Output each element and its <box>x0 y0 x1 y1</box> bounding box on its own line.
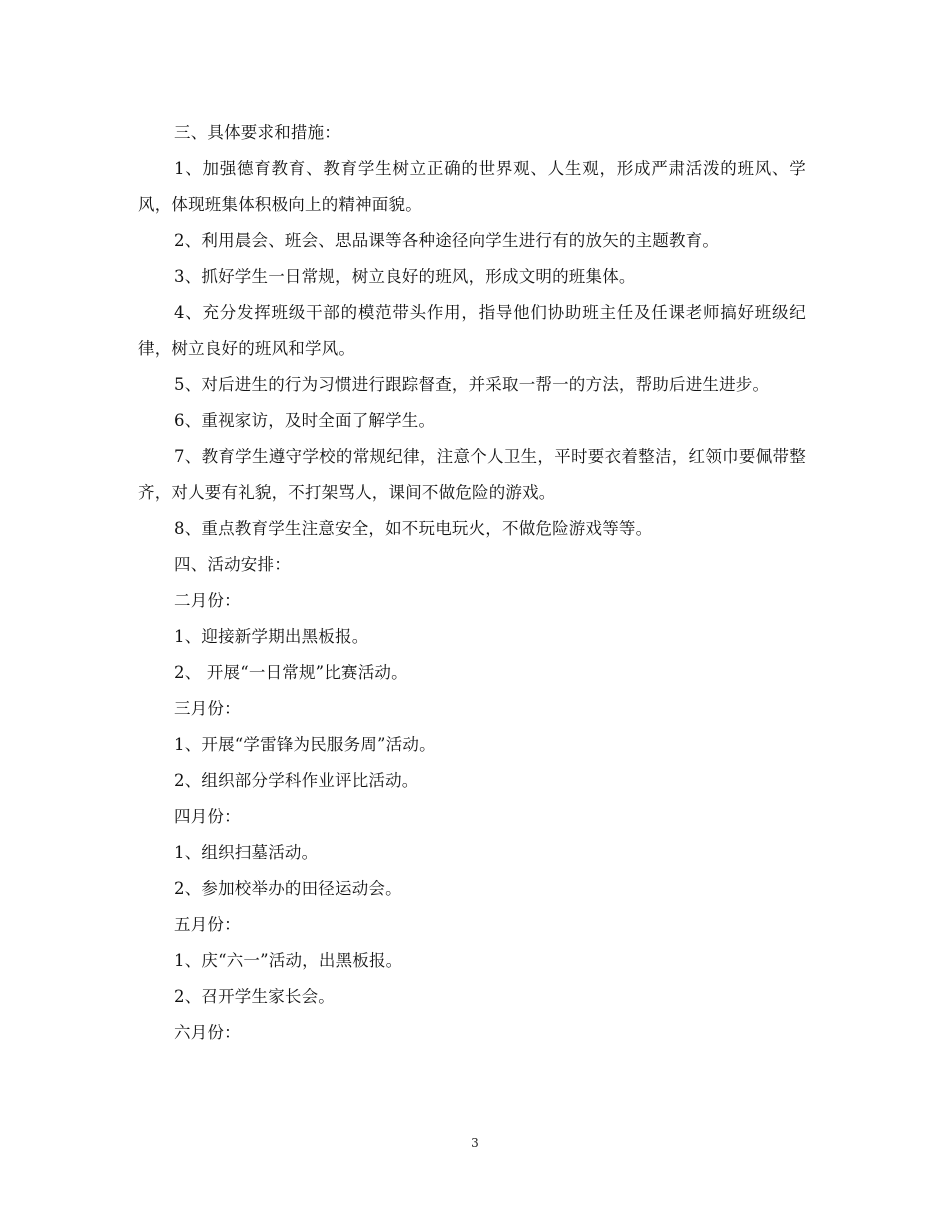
list-item: 1、庆“六一”活动，出黑板报。 <box>174 951 403 970</box>
month-heading: 六月份： <box>174 1023 241 1042</box>
list-item: 3、抓好学生一日常规，树立良好的班风，形成文明的班集体。 <box>174 267 636 286</box>
list-item: 2、召开学生家长会。 <box>174 987 335 1006</box>
month-heading: 三月份： <box>174 699 241 718</box>
month-heading: 四月份： <box>174 807 241 826</box>
list-item: 8、重点教育学生注意安全，如不玩电玩火，不做危险游戏等等。 <box>174 519 653 538</box>
list-item: 7、教育学生遵守学校的常规纪律，注意个人卫生，平时要衣着整洁，红领巾要佩带整齐，对人要有礼貌，不打架骂人，课间不做危险的游戏。 <box>138 447 806 502</box>
list-item: 2、组织部分学科作业评比活动。 <box>174 771 419 790</box>
page-number: 3 <box>471 1136 479 1150</box>
list-item: 1、迎接新学期出黑板报。 <box>174 627 369 646</box>
list-item: 6、重视家访，及时全面了解学生。 <box>174 411 436 430</box>
list-item: 2、 开展“一日常规”比赛活动。 <box>174 663 408 682</box>
list-item: 1、开展“学雷锋为民服务周”活动。 <box>174 735 436 754</box>
list-item: 1、加强德育教育、教育学生树立正确的世界观、人生观，形成严肃活泼的班风、学风，体现班集体积极向上的精神面貌。 <box>138 159 806 214</box>
month-heading: 五月份： <box>174 915 241 934</box>
section-heading-activities: 四、活动安排： <box>174 555 291 574</box>
list-item: 4、充分发挥班级干部的模范带头作用，指导他们协助班主任及任课老师搞好班级纪律，树立良好的班风和学风。 <box>138 303 806 358</box>
list-item: 2、利用晨会、班会、思品课等各种途径向学生进行有的放矢的主题教育。 <box>174 231 720 250</box>
list-item: 5、对后进生的行为习惯进行跟踪督查，并采取一帮一的方法，帮助后进生进步。 <box>174 375 770 394</box>
month-heading: 二月份： <box>174 591 241 610</box>
document-body <box>138 115 806 1051</box>
list-item: 1、组织扫墓活动。 <box>174 843 319 862</box>
section-heading-requirements: 三、具体要求和措施： <box>174 123 341 142</box>
list-item: 2、参加校举办的田径运动会。 <box>174 879 402 898</box>
